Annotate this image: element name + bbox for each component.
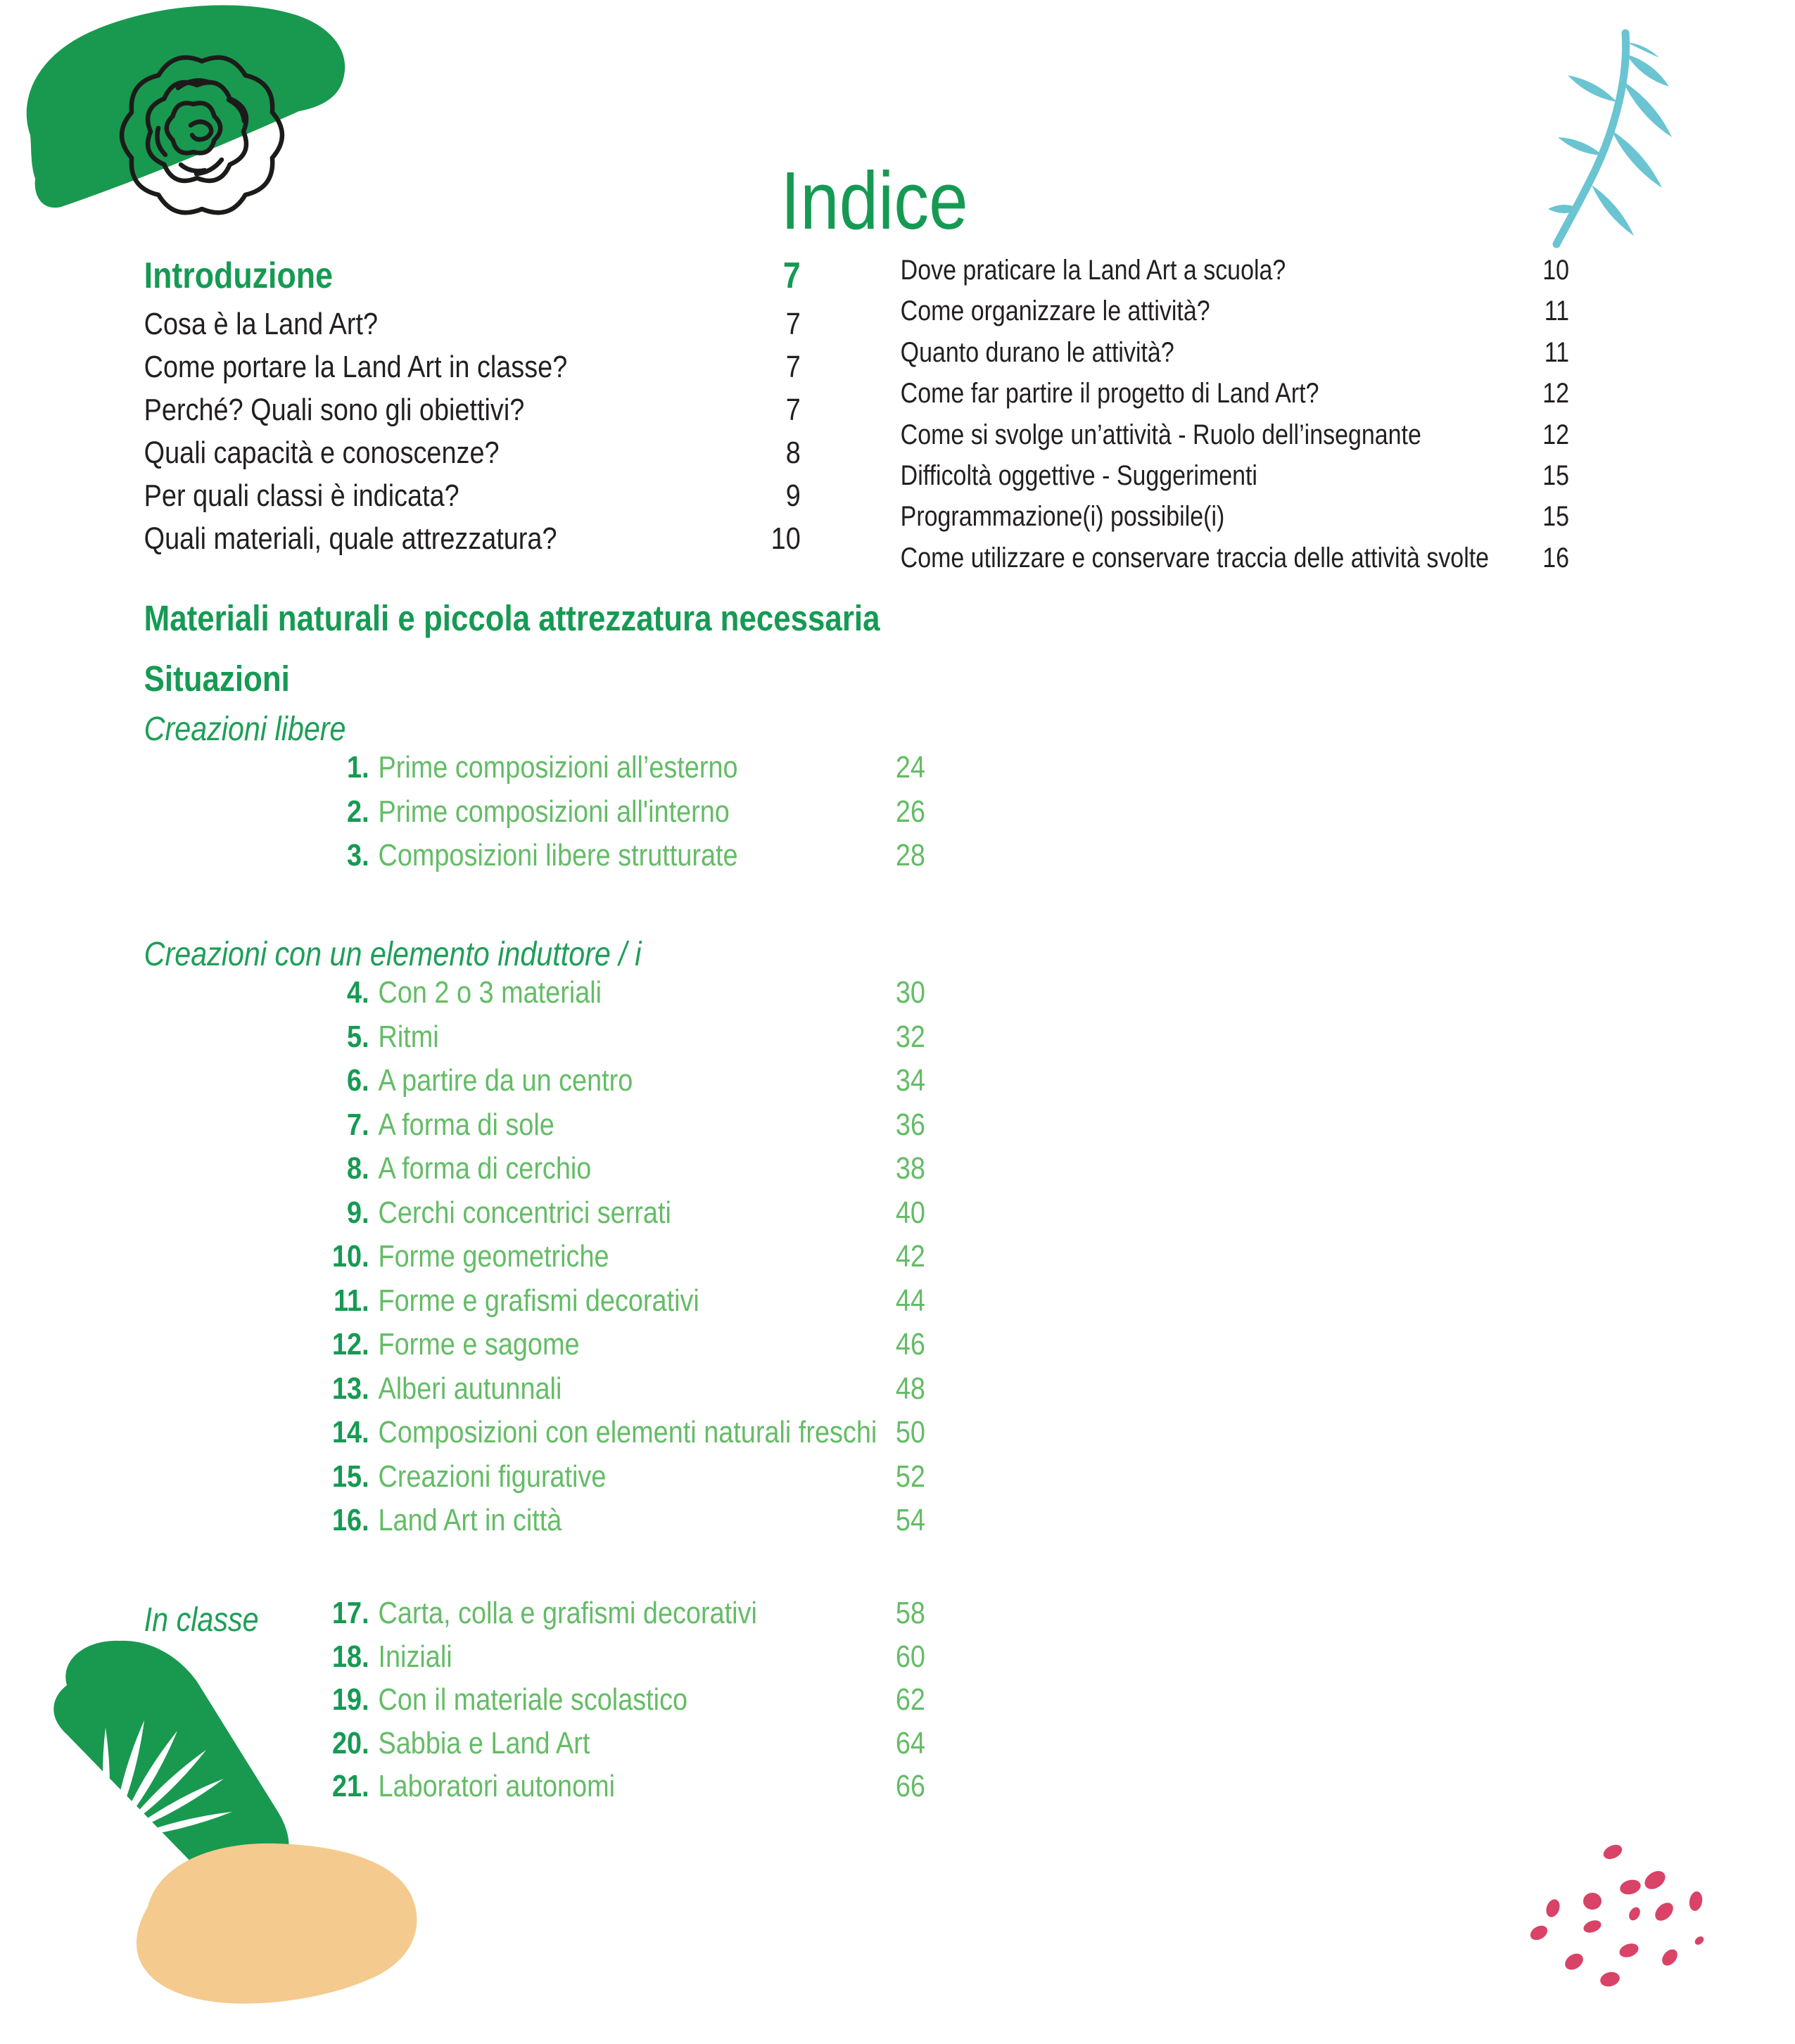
toc-entry-label: Come far partire il progetto di Land Art? [900, 378, 1319, 410]
toc-entry [901, 501, 1569, 542]
toc-entry [144, 350, 801, 393]
toc-entry-label: Con 2 o 3 materiali [378, 975, 602, 1010]
toc-entry [901, 419, 1569, 460]
toc-entry-number: 5. [347, 1019, 369, 1054]
toc-entry [901, 255, 1569, 296]
toc-entry-label: Laboratori autonomi [378, 1769, 616, 1803]
toc-entry-number: 10. [331, 1239, 369, 1274]
toc-entry-label: Con il materiale scolastico [378, 1682, 688, 1717]
list-elemento-induttore [190, 975, 925, 1547]
toc-entry-label: Cerchi concentrici serrati [378, 1195, 671, 1230]
toc-entry-number: 15. [331, 1459, 369, 1494]
subsection-heading-in-classe: In classe [144, 1601, 259, 1639]
toc-entry [901, 378, 1569, 419]
toc-entry-label: Quanto durano le attività? [900, 336, 1174, 368]
toc-entry-label: Programmazione(i) possibile(i) [900, 501, 1225, 533]
toc-entry-label: Come portare la Land Art in classe? [144, 350, 568, 384]
toc-entry-label: A partire da un centro [378, 1063, 633, 1098]
toc-entry-page: 34 [895, 1063, 925, 1098]
toc-entry [190, 1283, 925, 1328]
toc-entry [190, 1682, 925, 1726]
toc-entry-page: 48 [895, 1371, 925, 1406]
toc-entry-label: Ritmi [378, 1019, 439, 1054]
toc-entry-label: Composizioni libere strutturate [378, 838, 738, 872]
toc-entry-number: 17. [331, 1596, 369, 1630]
toc-entry [901, 460, 1569, 501]
toc-entry-page: 64 [895, 1725, 925, 1760]
section-heading-situazioni: Situazioni [144, 659, 290, 699]
toc-entry [144, 521, 801, 564]
toc-entry-label: Prime composizioni all’esterno [378, 750, 738, 785]
toc-entry [144, 478, 801, 521]
toc-entry-label: Come utilizzare e conservare traccia delle attività svolte [900, 542, 1490, 573]
toc-entry-label: Creazioni figurative [378, 1459, 607, 1494]
toc-entry [144, 393, 801, 436]
toc-entry-label: A forma di cerchio [378, 1151, 592, 1186]
toc-entry-label: Come si svolge un’attività - Ruolo dell’insegnante [900, 419, 1421, 450]
toc-entry [190, 1503, 925, 1547]
intro-right-column [901, 255, 1569, 583]
toc-entry-number: 2. [347, 794, 369, 829]
toc-entry-number: 21. [331, 1769, 369, 1803]
toc-entry-page: 7 [785, 393, 801, 427]
toc-entry [190, 1063, 925, 1107]
toc-entry [190, 1239, 925, 1283]
toc-entry-label: Dove praticare la Land Art a scuola? [900, 255, 1286, 286]
toc-entry-number: 11. [334, 1283, 369, 1318]
toc-entry-number: 12. [331, 1327, 369, 1361]
toc-entry-page: 50 [895, 1415, 925, 1449]
subsection-heading-creazioni-libere: Creazioni libere [144, 711, 346, 748]
toc-entry-number: 4. [347, 975, 369, 1010]
toc-entry-page: 32 [895, 1019, 925, 1054]
toc-entry-page: 46 [895, 1327, 925, 1361]
toc-entry-number: 3. [347, 838, 369, 872]
toc-entry-page: 44 [895, 1283, 925, 1318]
toc-entry [190, 794, 925, 839]
list-in-classe [190, 1596, 925, 1813]
toc-entry-label: Come organizzare le attività? [900, 296, 1210, 327]
toc-entry-page: 66 [895, 1769, 925, 1803]
list-creazioni-libere [190, 750, 925, 882]
toc-entry-page: 58 [895, 1596, 925, 1630]
toc-entry-page: 12 [1542, 419, 1569, 450]
toc-entry [901, 337, 1569, 378]
toc-entry-page: 11 [1544, 296, 1569, 327]
toc-entry [190, 975, 925, 1020]
toc-entry-page: 42 [895, 1239, 925, 1274]
toc-entry-number: 6. [347, 1063, 369, 1098]
toc-entry-number: 13. [331, 1371, 369, 1406]
toc-entry [190, 750, 925, 794]
toc-entry-label: Forme geometriche [378, 1239, 609, 1274]
toc-entry-label: Difficoltà oggettive - Suggerimenti [900, 459, 1257, 491]
toc-entry-label: A forma di sole [378, 1107, 554, 1142]
toc-entry-page: 7 [785, 350, 801, 384]
toc-entry [190, 1327, 925, 1371]
toc-entry [190, 1371, 925, 1416]
toc-entry-page: 7 [785, 307, 801, 341]
toc-entry-label: Introduzione [144, 255, 333, 296]
toc-entry-label: Carta, colla e grafismi decorativi [378, 1596, 757, 1630]
toc-entry-label: Land Art in città [378, 1503, 562, 1537]
toc-entry [190, 1107, 925, 1152]
toc-entry-page: 15 [1542, 501, 1569, 533]
toc-entry-label: Quali materiali, quale attrezzatura? [144, 521, 557, 556]
toc-entry [144, 436, 801, 478]
toc-entry-page: 62 [895, 1682, 925, 1717]
toc-entry [190, 1415, 925, 1459]
toc-entry-page: 30 [895, 975, 925, 1010]
toc-entry-number: 19. [331, 1682, 369, 1717]
subsection-heading-elemento-induttore: Creazioni con un elemento induttore / i [144, 936, 642, 973]
toc-entry-number: 14. [331, 1415, 369, 1449]
toc-entry-number: 18. [331, 1639, 369, 1674]
toc-entry-label: Quali capacità e conoscenze? [144, 436, 500, 470]
toc-entry-page: 12 [1542, 378, 1569, 410]
toc-entry-number: 9. [347, 1195, 369, 1230]
toc-entry-page: 60 [895, 1639, 925, 1674]
toc-entry-number: 8. [347, 1151, 369, 1186]
toc-entry-page: 11 [1544, 336, 1569, 368]
toc-entry-page: 26 [895, 794, 925, 829]
toc-entry [144, 307, 801, 350]
toc-entry-label: Forme e grafismi decorativi [378, 1283, 699, 1318]
toc-entry-label: Sabbia e Land Art [378, 1725, 590, 1760]
toc-entry-page: 28 [895, 838, 925, 872]
toc-entry-page: 10 [770, 521, 801, 556]
toc-entry-page: 10 [1542, 255, 1569, 286]
toc-entry [901, 296, 1569, 336]
toc-entry-label: Composizioni con elementi naturali freschi [378, 1415, 877, 1449]
toc-entry [190, 1459, 925, 1504]
toc-entry [190, 1596, 925, 1639]
toc-entry-page: 9 [785, 478, 801, 513]
toc-entry-label: Prime composizioni all'interno [378, 794, 730, 829]
toc-entry-number: 1. [347, 750, 369, 785]
toc-entry-page: 38 [895, 1151, 925, 1186]
intro-left-column [144, 255, 801, 564]
toc-entry [190, 1151, 925, 1195]
toc-entry [190, 1195, 925, 1240]
toc-entry-page: 15 [1542, 459, 1569, 491]
toc-entry-number: 7. [347, 1107, 369, 1142]
toc-entry [190, 838, 925, 882]
toc-entry-label: Forme e sagome [378, 1327, 580, 1361]
toc-entry-page: 40 [895, 1195, 925, 1230]
toc-entry-label: Iniziali [378, 1639, 452, 1674]
toc-entry [190, 1726, 925, 1770]
toc-entry-page: 7 [782, 255, 801, 296]
toc-entry-introduzione [144, 255, 801, 307]
toc-entry [190, 1639, 925, 1683]
toc-entry-label: Alberi autunnali [378, 1371, 562, 1406]
toc-entry-page: 36 [895, 1107, 925, 1142]
toc-entry-page: 54 [895, 1503, 925, 1537]
toc-entry-label: Per quali classi è indicata? [144, 478, 459, 513]
toc-entry-page: 24 [895, 750, 925, 785]
page-title: Indice [780, 155, 968, 246]
toc-entry [901, 542, 1569, 583]
toc-entry-label: Cosa è la Land Art? [144, 307, 379, 341]
toc-entry [190, 1769, 925, 1813]
toc-entry-page: 52 [895, 1459, 925, 1494]
toc-entry-page: 16 [1542, 542, 1569, 573]
section-heading-materiali: Materiali naturali e piccola attrezzatura necessaria [144, 598, 880, 638]
toc-entry-page: 8 [785, 436, 801, 470]
toc-entry-label: Perché? Quali sono gli obiettivi? [144, 393, 525, 427]
toc-entry-number: 20. [331, 1725, 369, 1760]
toc-entry [190, 1020, 925, 1064]
toc-entry-number: 16. [331, 1503, 369, 1537]
